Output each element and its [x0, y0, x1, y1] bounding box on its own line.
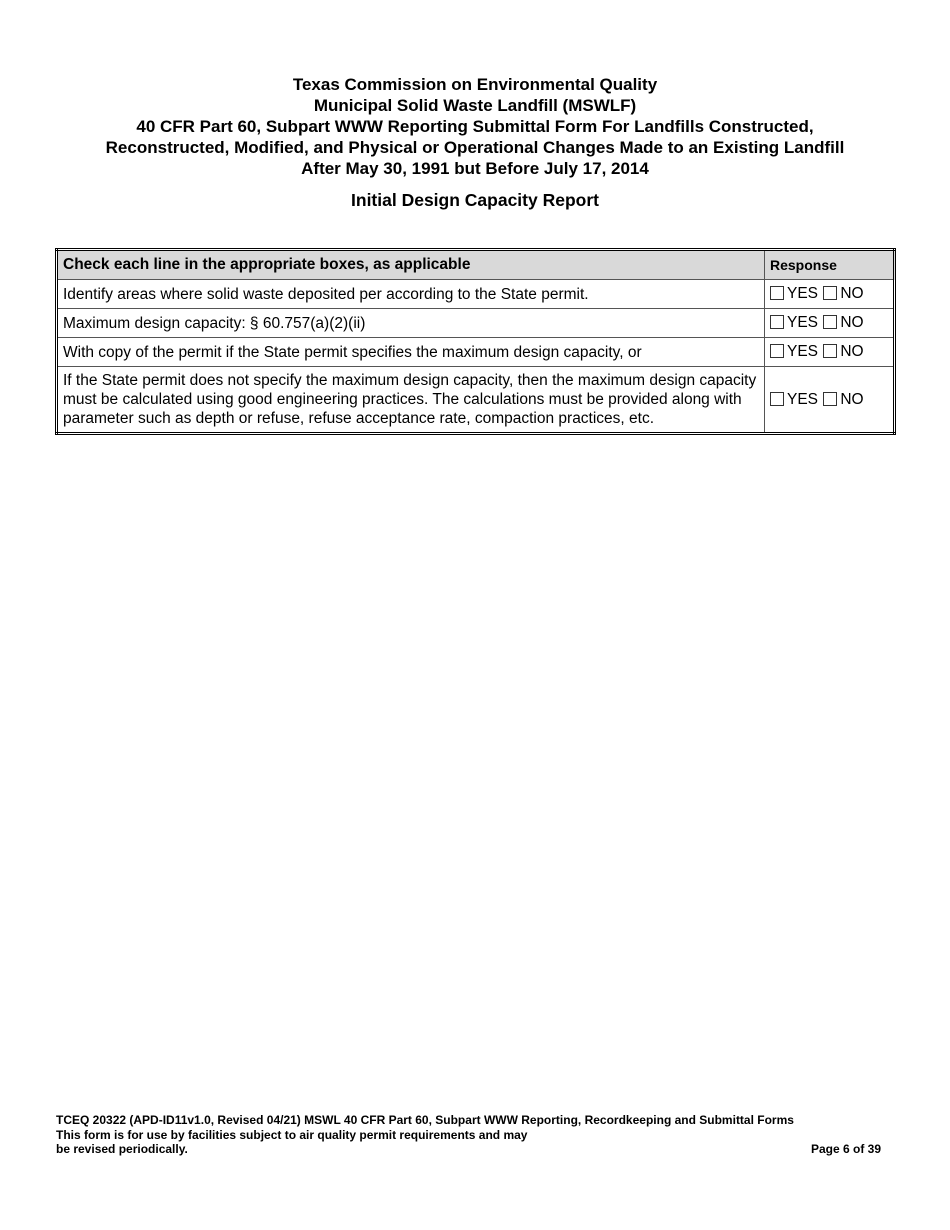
footer-revision-note: be revised periodically. — [56, 1142, 188, 1156]
response-column-header: Response — [765, 250, 895, 280]
row-question: With copy of the permit if the State permit specifies the maximum design capacity, or — [57, 338, 765, 367]
header-scope: Reconstructed, Modified, and Physical or Operational Changes Made to an Existing Landfill — [105, 138, 845, 157]
header-regulation: 40 CFR Part 60, Subpart WWW Reporting Submittal Form For Landfills Constructed, — [136, 117, 814, 136]
yes-checkbox[interactable] — [770, 286, 784, 300]
yes-checkbox[interactable] — [770, 344, 784, 358]
response-cell — [765, 280, 895, 309]
table-row — [57, 367, 895, 434]
no-checkbox[interactable] — [823, 392, 837, 406]
footer-form-id: TCEQ 20322 (APD-ID11v1.0, Revised 04/21) MSWL 40 CFR Part 60, Subpart WWW Reporting, Recordkeeping and Submittal Forms — [56, 1113, 794, 1127]
report-title: Initial Design Capacity Report — [351, 190, 599, 210]
response-cell — [765, 309, 895, 338]
form-header — [0, 74, 950, 179]
yes-label: YES — [787, 314, 819, 331]
row-question: If the State permit does not specify the maximum design capacity, then the maximum design capacity must be calculated using good engineering practices. The calculations must be provided along with parameter such as depth or refuse, refuse acceptance rate, compaction practices, etc. — [57, 367, 765, 434]
no-label: NO — [840, 285, 864, 302]
header-date-range: After May 30, 1991 but Before July 17, 2014 — [301, 159, 649, 178]
footer-usage-note: This form is for use by facilities subject to air quality permit requirements and may — [56, 1127, 528, 1142]
no-checkbox[interactable] — [823, 315, 837, 329]
no-label: NO — [840, 343, 864, 360]
response-cell — [765, 338, 895, 367]
yes-label: YES — [787, 390, 819, 408]
yes-label: YES — [787, 343, 819, 360]
instruction-column-header: Check each line in the appropriate boxes, as applicable — [57, 250, 765, 280]
row-question: Maximum design capacity: § 60.757(a)(2)(ii) — [57, 309, 765, 338]
yes-checkbox[interactable] — [770, 315, 784, 329]
table-header-row — [57, 250, 895, 280]
table-row — [57, 280, 895, 309]
no-checkbox[interactable] — [823, 344, 837, 358]
no-label: NO — [840, 390, 864, 408]
response-cell — [765, 367, 895, 434]
capacity-report-table — [55, 248, 896, 435]
header-agency: Texas Commission on Environmental Quality — [292, 75, 658, 94]
no-label: NO — [840, 314, 864, 331]
header-facility-type: Municipal Solid Waste Landfill (MSWLF) — [313, 96, 637, 115]
table-row — [57, 338, 895, 367]
row-question: Identify areas where solid waste deposited per according to the State permit. — [57, 280, 765, 309]
table-row — [57, 309, 895, 338]
form-footer — [56, 1113, 881, 1157]
yes-checkbox[interactable] — [770, 392, 784, 406]
yes-label: YES — [787, 285, 819, 302]
no-checkbox[interactable] — [823, 286, 837, 300]
page-number: Page 6 of 39 — [810, 1142, 881, 1156]
